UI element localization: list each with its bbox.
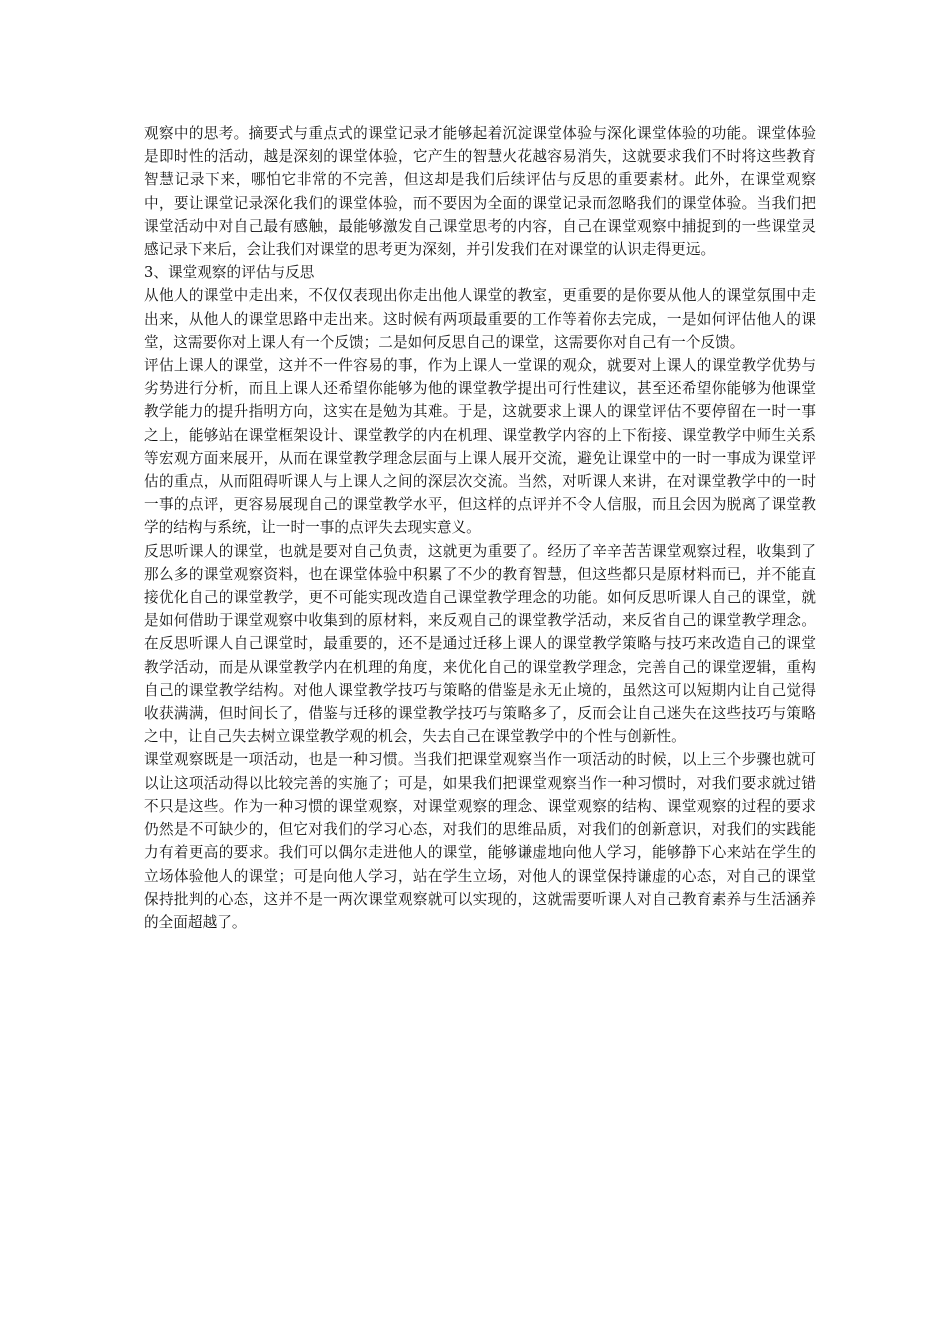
section-heading-evaluation-reflection: 3、课堂观察的评估与反思	[144, 264, 315, 282]
paragraph-evaluating-teacher: 评估上课人的课堂，这并不一件容易的事，作为上课人一堂课的观众，就要对上课人的课堂教学优势与劣势进行分析，而且上课人还希望你能够为他的课堂教学提出可行性建议，甚至还希望你能够为他课堂教学能力的提升指明方向，这实在是勉为其难。于是，这就要求上课人的课堂评估不要停留在一时一事之上，能够站在课堂框架设计、课堂教学的内在机理、课堂教学内容的上下衔接、课堂教学中师生关系等宏观方面来展开，从而在课堂教学理念层面与上课人展开交流，避免让课堂中的一时一事成为课堂评估的重点，从而阻碍听课人与上课人之间的深层次交流。当然，对听课人来讲，在对课堂教学中的一时一事的点评，更容易展现自己的课堂教学水平，但这样的点评并不令人信服，而且会因为脱离了课堂教学的结构与系统，让一时一事的点评失去现实意义。	[144, 357, 816, 537]
document-page	[144, 122, 816, 934]
paragraph-classroom-notes: 观察中的思考。摘要式与重点式的课堂记录才能够起着沉淀课堂体验与深化课堂体验的功能。课堂体验是即时性的活动，越是深刻的课堂体验，它产生的智慧火花越容易消失，这就要求我们不时将这些教育智慧记录下来，哪怕它非常的不完善，但这却是我们后续评估与反思的重要素材。此外，在课堂观察中，要让课堂记录深化我们的课堂体验，而不要因为全面的课堂记录而忽略我们的课堂体验。当我们把课堂活动中对自己最有感触，最能够激发自己课堂思考的内容，自己在课堂观察中捕捉到的一些课堂灵感记录下来后，会让我们对课堂的思考更为深刻，并引发我们在对课堂的认识走得更远。	[144, 125, 816, 259]
paragraph-observation-habit: 课堂观察既是一项活动，也是一种习惯。当我们把课堂观察当作一项活动的时候，以上三个步骤也就可以让这项活动得以比较完善的实施了；可是，如果我们把课堂观察当作一种习惯时，对我们要求就过错不只是这些。作为一种习惯的课堂观察，对课堂观察的理念、课堂观察的结构、课堂观察的过程的要求仍然是不可缺少的，但它对我们的学习心态，对我们的思维品质，对我们的创新意识，对我们的实践能力有着更高的要求。我们可以偶尔走进他人的课堂，能够谦虚地向他人学习，能够静下心来站在学生的立场体验他人的课堂；可是向他人学习，站在学生立场，对他人的课堂保持谦虚的心态，对自己的课堂保持批判的心态，这并不是一两次课堂观察就可以实现的，这就需要听课人对自己教育素养与生活涵养的全面超越了。	[144, 751, 816, 931]
paragraph-leaving-classroom: 从他人的课堂中走出来，不仅仅表现出你走出他人课堂的教室，更重要的是你要从他人的课堂氛围中走出来，从他人的课堂思路中走出来。这时候有两项最重要的工作等着你去完成，一是如何评估他人的课堂，这需要你对上课人有一个反馈；二是如何反思自己的课堂，这需要你对自己有一个反馈。	[144, 287, 816, 351]
paragraph-self-reflection: 反思听课人的课堂，也就是要对自己负责，这就更为重要了。经历了辛辛苦苦课堂观察过程，收集到了那么多的课堂观察资料，也在课堂体验中积累了不少的教育智慧，但这些都只是原材料而已，并不能直接优化自己的课堂教学，更不可能实现改造自己课堂教学理念的功能。如何反思听课人自己的课堂，就是如何借助于课堂观察中收集到的原材料，来反观自己的课堂教学活动，来反省自己的课堂教学理念。在反思听课人自己课堂时，最重要的，还不是通过迁移上课人的课堂教学策略与技巧来改造自己的课堂教学活动，而是从课堂教学内在机理的角度，来优化自己的课堂教学理念，完善自己的课堂逻辑，重构自己的课堂教学结构。对他人课堂教学技巧与策略的借鉴是永无止境的，虽然这可以短期内让自己觉得收获满满，但时间长了，借鉴与迁移的课堂教学技巧与策略多了，反而会让自己迷失在这些技巧与策略之中，让自己失去树立课堂教学观的机会，失去自己在课堂教学中的个性与创新性。	[144, 542, 816, 746]
